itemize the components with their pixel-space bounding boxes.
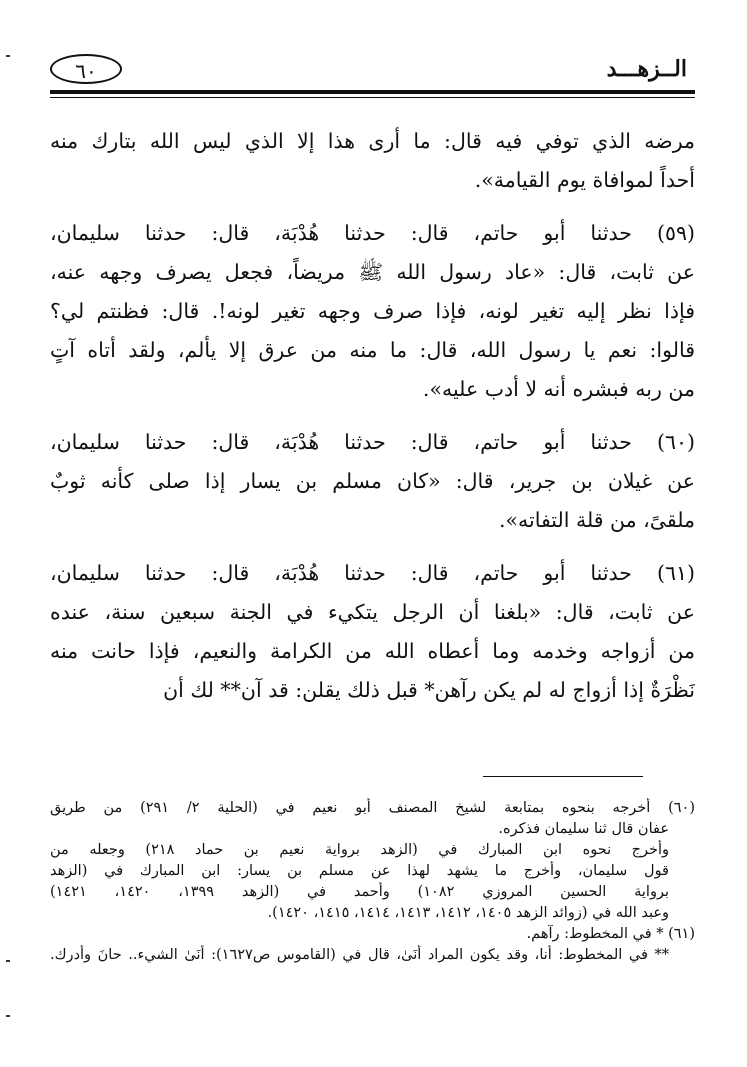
text-line: عن غيلان بن جرير، قال: «كان مسلم بن يسار إذا صلى كأنه ثوبٌ	[50, 469, 695, 493]
text-line: (٦٠) حدثنا أبو حاتم، قال: حدثنا هُدْبَة، قال: حدثنا سليمان،	[50, 430, 695, 454]
footnote-separator	[483, 776, 643, 777]
page-number: ٦٠	[50, 54, 122, 84]
footnote-line: عفان قال ثنا سليمان فذكره.	[498, 821, 669, 837]
margin-mark	[6, 960, 10, 962]
running-title: الــزهـــد	[606, 56, 687, 82]
paragraph	[50, 122, 695, 200]
text-line: عن ثابت، قال: «عاد رسول الله ﷺ مريضاً، فجعل يصرف وجهه عنه،	[50, 260, 695, 284]
page-header	[50, 52, 695, 92]
footnote-line: قول سليمان، وأخرج ما يشهد لهذا عن مسلم بن يسار: ابن المبارك في (الزهد	[50, 863, 669, 879]
text-line: من أزواجه وخدمه وما أعطاه الله من الكرامة والنعيم، فإذا حانت منه	[50, 639, 695, 663]
text-line: أحداً لموافاة يوم القيامة».	[474, 168, 695, 192]
margin-mark	[6, 1015, 10, 1017]
text-line: مرضه الذي توفي فيه قال: ما أرى هذا إلا الذي ليس الله بتارك منه	[50, 129, 695, 153]
main-text	[50, 122, 695, 724]
text-line: نَظْرَةٌ إذا أزواج له لم يكن رآهن* قبل ذلك يقلن: قد آن** لك أن	[163, 678, 695, 702]
text-line: قالوا: نعم يا رسول الله، قال: ما منه من عرق إلا يألم، ولقد أتاه آتٍ	[50, 338, 695, 362]
paragraph	[50, 554, 695, 710]
paragraph	[50, 423, 695, 540]
footnote-line: برواية الحسين المروزي ١٠٨٢) وأحمد في (الزهد ١٣٩٩، ١٤٢٠، ١٤٢١)	[50, 884, 669, 900]
margin-mark	[6, 55, 10, 57]
text-line: ملقىً، من قلة التفاته».	[498, 508, 695, 532]
footnote-line: (٦١) * في المخطوط: رآهم.	[526, 926, 695, 942]
text-line: (٦١) حدثنا أبو حاتم، قال: حدثنا هُدْبَة، قال: حدثنا سليمان،	[50, 561, 695, 585]
footnotes	[50, 798, 695, 966]
text-line: فإذا نظر إليه تغير لونه، فإذا صرف وجهه تغير لونه!. قال: فظنتم لي؟	[50, 299, 695, 323]
header-rule-thin	[50, 97, 695, 98]
footnote-line: وعبد الله في (زوائد الزهد ١٤٠٥، ١٤١٢، ١٤١٣، ١٤١٤، ١٤١٥، ١٤٢٠).	[267, 905, 669, 921]
paragraph	[50, 214, 695, 409]
footnote-line: وأخرج نحوه ابن المبارك في (الزهد برواية نعيم بن حماد ٢١٨) وجعله من	[50, 842, 670, 858]
footnote-line: ** في المخطوط: أنا، وقد يكون المراد أنَىٰ، قال في (القاموس ص١٦٢٧): أنَىٰ الشيء.. حانَ وأدرك.	[50, 947, 669, 963]
text-line: (٥٩) حدثنا أبو حاتم، قال: حدثنا هُدْبَة، قال: حدثنا سليمان،	[50, 221, 695, 245]
text-line: من ربه فبشره أنه لا أدب عليه».	[422, 377, 695, 401]
footnote-line: (٦٠) أخرجه بنحوه بمتابعة لشيخ المصنف أبو نعيم في (الحلية ٢/ ٢٩١) من طريق	[50, 800, 695, 816]
header-rule-thick	[50, 90, 695, 94]
text-line: عن ثابت، قال: «بلغنا أن الرجل يتكيء في الجنة سبعين سنة، عنده	[50, 600, 695, 624]
